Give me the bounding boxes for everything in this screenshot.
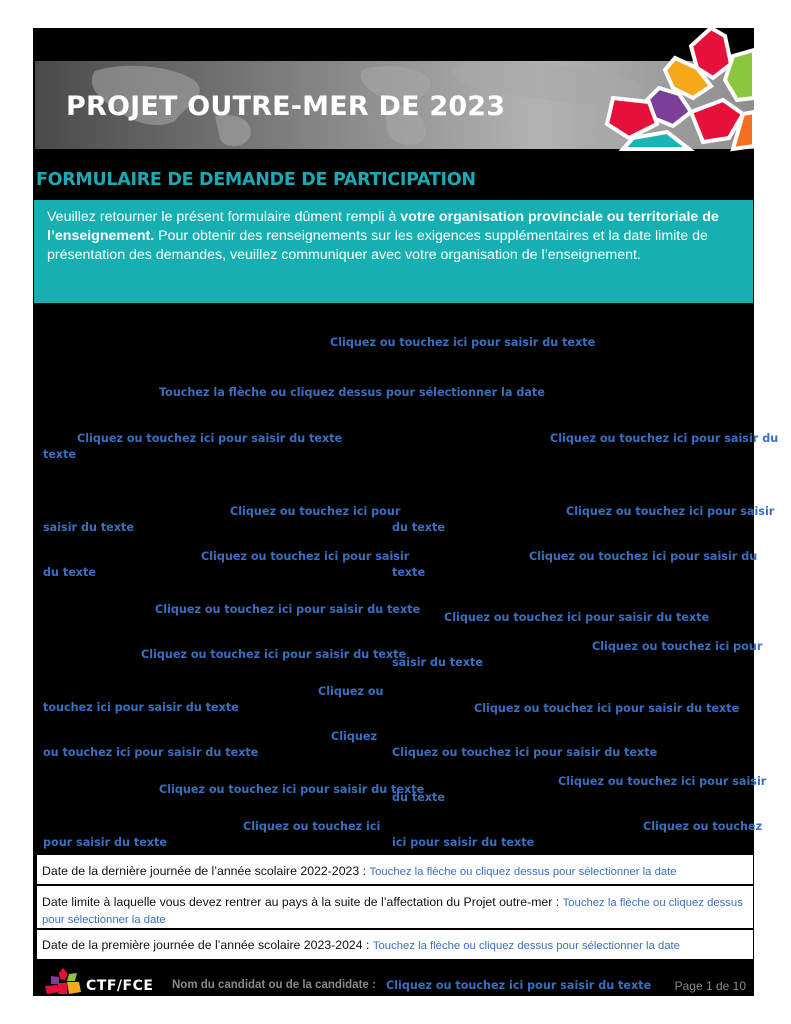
text-field-14[interactable]: Cliquez (331, 730, 377, 743)
last-day-row (37, 855, 753, 886)
text-field-11[interactable]: Cliquez ou touchez ici pour (592, 640, 763, 653)
text-field-18-cont[interactable]: pour saisir du texte (43, 836, 167, 849)
text-field-4[interactable]: Cliquez ou touchez ici pour (230, 505, 401, 518)
text-field-9[interactable]: Cliquez ou touchez ici pour saisir du texte (444, 611, 710, 624)
page-title: PROJET OUTRE-MER DE 2023 (66, 91, 506, 122)
footer-org: CTF/FCE (86, 978, 154, 994)
return-date-label: Date limite à laquelle vous devez rentrer au pays à la suite de l’affectation du Projet outre-mer : (42, 895, 563, 909)
text-field-13[interactable]: Cliquez ou touchez ici pour saisir du texte (474, 702, 740, 715)
maple-leaf-logo-icon (593, 28, 754, 149)
text-field-7[interactable]: Cliquez ou touchez ici pour saisir du (529, 550, 758, 563)
instructions-text-2: Pour obtenir des renseignements sur les exigences supplémentaires et la date limite de présentation des demandes, veuillez communiquer avec votre organisation de l’enseignement. (47, 228, 708, 263)
return-date-row (37, 886, 753, 930)
first-day-date-picker[interactable]: Touchez la flèche ou cliquez dessus pour sélectionner la date (372, 940, 680, 952)
text-field-17[interactable]: Cliquez ou touchez ici pour saisir (558, 775, 767, 788)
text-field-11-cont[interactable]: saisir du texte (392, 656, 483, 669)
text-field-6[interactable]: Cliquez ou touchez ici pour saisir (201, 550, 410, 563)
text-field-4-cont[interactable]: saisir du texte (43, 521, 134, 534)
text-field-5[interactable]: Cliquez ou touchez ici pour saisir (566, 505, 775, 518)
page-number: Page 1 de 10 (674, 979, 746, 993)
last-day-date-picker[interactable]: Touchez la flèche ou cliquez dessus pour sélectionner la date (369, 866, 677, 878)
last-day-label: Date de la dernière journée de l’année scolaire 2022-2023 : (42, 864, 370, 878)
text-field-19-cont[interactable]: ici pour saisir du texte (392, 836, 535, 849)
page-footer (33, 968, 754, 996)
first-day-row (37, 930, 753, 959)
instructions-box (34, 200, 753, 303)
instructions-org: votre organisation provinciale ou territoriale de l’enseignement. (47, 209, 719, 244)
text-field-18[interactable]: Cliquez ou touchez ici (243, 820, 381, 833)
text-field-16[interactable]: Cliquez ou touchez ici pour saisir du texte (159, 783, 425, 796)
date-section (37, 855, 753, 959)
text-field-6-cont[interactable]: du texte (43, 566, 96, 579)
form-title: FORMULAIRE DE DEMANDE DE PARTICIPATION (36, 170, 476, 190)
return-date-picker[interactable]: Touchez la flèche ou cliquez dessus pour sélectionner la date (42, 897, 743, 926)
instructions-text: Veuillez retourner le présent formulaire dûment rempli à (47, 209, 401, 225)
text-field-17-cont[interactable]: du texte (392, 791, 445, 804)
text-field-2[interactable]: Cliquez ou touchez ici pour saisir du texte (77, 432, 343, 445)
ctf-logo-icon (45, 968, 81, 994)
text-field-5-cont[interactable]: du texte (392, 521, 445, 534)
form-page (33, 28, 779, 996)
text-field-15[interactable]: Cliquez ou touchez ici pour saisir du texte (392, 746, 658, 759)
text-field-7-cont[interactable]: texte (392, 566, 426, 579)
text-field-12-cont[interactable]: touchez ici pour saisir du texte (43, 701, 239, 714)
text-field-10[interactable]: Cliquez ou touchez ici pour saisir du texte (141, 648, 407, 661)
text-field-8[interactable]: Cliquez ou touchez ici pour saisir du texte (155, 603, 421, 616)
text-field-3[interactable]: Cliquez ou touchez ici pour saisir du (550, 432, 779, 445)
candidate-name-field[interactable]: Cliquez ou touchez ici pour saisir du texte (386, 979, 652, 992)
text-field-1[interactable]: Cliquez ou touchez ici pour saisir du texte (330, 336, 596, 349)
candidate-name-label: Nom du candidat ou de la candidate : (172, 979, 376, 991)
text-field-3-cont[interactable]: texte (43, 448, 77, 461)
text-field-12[interactable]: Cliquez ou (318, 685, 384, 698)
text-field-19[interactable]: Cliquez ou touchez (643, 820, 763, 833)
date-field-1[interactable]: Touchez la flèche ou cliquez dessus pour sélectionner la date (159, 386, 545, 399)
text-field-14-cont[interactable]: ou touchez ici pour saisir du texte (43, 746, 259, 759)
first-day-label: Date de la première journée de l’année scolaire 2023-2024 : (42, 938, 373, 952)
